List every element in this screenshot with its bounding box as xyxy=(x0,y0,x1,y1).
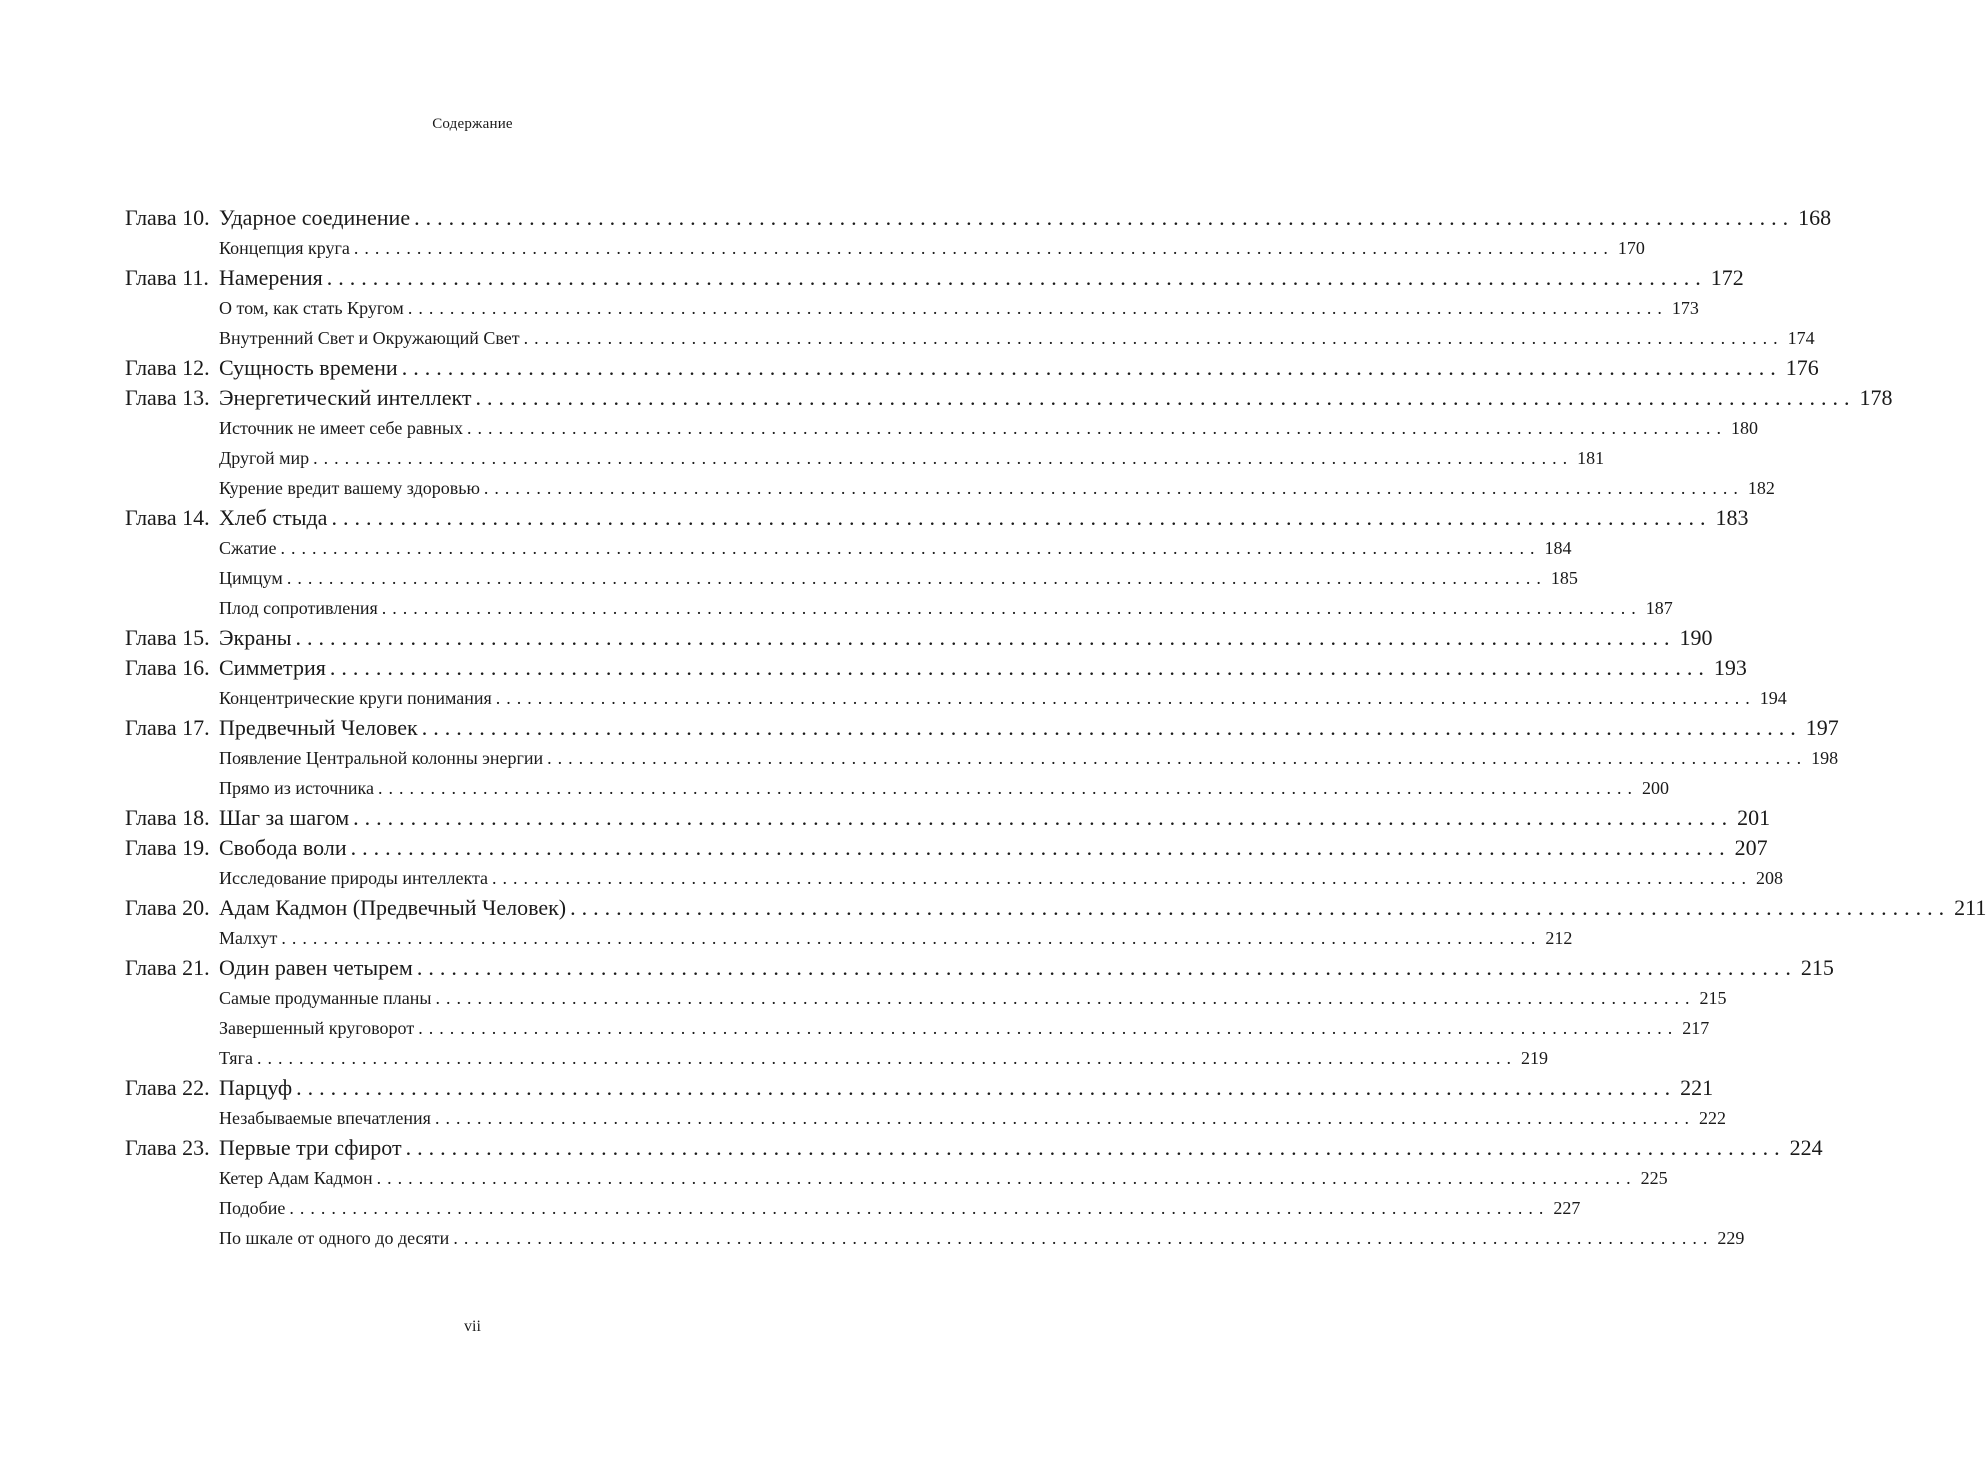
chapter-number: Глава 13. xyxy=(125,385,210,410)
dot-leader: ........................................................................................................................ xyxy=(281,928,1542,948)
chapter-title: Предвечный Человек xyxy=(219,715,418,740)
dot-leader: ........................................................................................................................ xyxy=(296,1075,1677,1100)
toc-section-entry[interactable] xyxy=(125,773,1669,803)
toc-section-entry[interactable] xyxy=(125,983,1727,1013)
dot-leader: ........................................................................................................................ xyxy=(405,1135,1786,1160)
table-of-contents xyxy=(125,203,1986,1253)
dot-leader: ........................................................................................................................ xyxy=(418,1018,1679,1038)
dot-leader: ........................................................................................................................ xyxy=(326,265,1707,290)
dot-leader: ........................................................................................................................ xyxy=(492,868,1753,888)
page-reference: 183 xyxy=(1715,505,1749,530)
section-title: Внутренний Свет и Окружающий Свет xyxy=(219,328,520,348)
section-title: Сжатие xyxy=(219,538,277,558)
toc-section-entry[interactable] xyxy=(125,233,1645,263)
section-title: Плод сопротивления xyxy=(219,598,378,618)
chapter-title: Один равен четырем xyxy=(219,955,413,980)
page-reference: 180 xyxy=(1731,418,1759,438)
chapter-title: Энергетический интеллект xyxy=(219,385,472,410)
page-reference: 207 xyxy=(1734,835,1768,860)
toc-chapter-entry[interactable] xyxy=(125,263,1744,293)
dot-leader: ........................................................................................................................ xyxy=(523,328,1784,348)
page-reference: 227 xyxy=(1553,1198,1581,1218)
page-reference: 212 xyxy=(1545,928,1573,948)
toc-section-entry[interactable] xyxy=(125,473,1775,503)
chapter-number: Глава 21. xyxy=(125,955,210,980)
chapter-title: Симметрия xyxy=(219,655,326,680)
toc-chapter-entry[interactable] xyxy=(125,353,1819,383)
dot-leader: ........................................................................................................................ xyxy=(416,955,1797,980)
section-title: Исследование природы интеллекта xyxy=(219,868,489,888)
page-reference: 219 xyxy=(1520,1048,1548,1068)
dot-leader: ........................................................................................................................ xyxy=(407,298,1668,318)
page-reference: 224 xyxy=(1789,1135,1823,1160)
chapter-title: Шаг за шагом xyxy=(219,805,350,830)
chapter-title: Первые три сфирот xyxy=(219,1135,402,1160)
chapter-number: Глава 14. xyxy=(125,505,210,530)
section-title: Прямо из источника xyxy=(219,778,374,798)
dot-leader: ........................................................................................................................ xyxy=(313,448,1574,468)
page-reference: 229 xyxy=(1717,1228,1745,1248)
page-reference: 198 xyxy=(1811,748,1839,768)
toc-chapter-entry[interactable] xyxy=(125,713,1839,743)
toc-chapter-entry[interactable] xyxy=(125,833,1768,863)
dot-leader: ........................................................................................................................ xyxy=(289,1198,1550,1218)
page-reference: 215 xyxy=(1699,988,1727,1008)
page-reference: 193 xyxy=(1713,655,1747,680)
section-title: Незабываемые впечатления xyxy=(219,1108,431,1128)
chapter-number: Глава 11. xyxy=(125,265,209,290)
section-title: Источник не имеет себе равных xyxy=(219,418,464,438)
toc-section-entry[interactable] xyxy=(125,1013,1710,1043)
dot-leader: ........................................................................................................................ xyxy=(570,895,1951,920)
page-reference: 178 xyxy=(1859,385,1893,410)
page-reference: 182 xyxy=(1747,478,1775,498)
toc-section-entry[interactable] xyxy=(125,413,1759,443)
page-reference: 184 xyxy=(1544,538,1572,558)
chapter-number: Глава 20. xyxy=(125,895,210,920)
toc-section-entry[interactable] xyxy=(125,533,1572,563)
toc-chapter-entry[interactable] xyxy=(125,893,1986,923)
chapter-number: Глава 12. xyxy=(125,355,210,380)
dot-leader: ........................................................................................................................ xyxy=(414,205,1795,230)
chapter-number: Глава 16. xyxy=(125,655,210,680)
section-title: Концентрические круги понимания xyxy=(219,688,492,708)
dot-leader: ........................................................................................................................ xyxy=(495,688,1756,708)
section-title: О том, как стать Кругом xyxy=(219,298,404,318)
page-reference: 187 xyxy=(1645,598,1673,618)
running-head: Содержание xyxy=(432,116,513,132)
chapter-title: Ударное соединение xyxy=(219,205,411,230)
section-title: Цимцум xyxy=(219,568,283,588)
dot-leader: ........................................................................................................................ xyxy=(280,538,1541,558)
page-reference: 221 xyxy=(1680,1075,1714,1100)
dot-leader: ........................................................................................................................ xyxy=(350,835,1731,860)
chapter-title: Адам Кадмон (Предвечный Человек) xyxy=(219,895,567,920)
toc-section-entry[interactable] xyxy=(125,1043,1548,1073)
chapter-number: Глава 22. xyxy=(125,1075,210,1100)
dot-leader: ........................................................................................................................ xyxy=(547,748,1808,768)
toc-section-entry[interactable] xyxy=(125,593,1673,623)
chapter-title: Намерения xyxy=(219,265,323,290)
chapter-number: Глава 17. xyxy=(125,715,210,740)
section-title: По шкале от одного до десяти xyxy=(219,1228,450,1248)
chapter-title: Экраны xyxy=(219,625,292,650)
section-title: Малхут xyxy=(219,928,278,948)
page-reference: 174 xyxy=(1787,328,1815,348)
chapter-number: Глава 15. xyxy=(125,625,210,650)
toc-section-entry[interactable] xyxy=(125,293,1699,323)
toc-section-entry[interactable] xyxy=(125,1103,1726,1133)
dot-leader: ........................................................................................................................ xyxy=(353,238,1614,258)
toc-section-entry[interactable] xyxy=(125,443,1605,473)
page-reference: 225 xyxy=(1640,1168,1668,1188)
page-reference: 194 xyxy=(1759,688,1787,708)
toc-section-entry[interactable] xyxy=(125,323,1815,353)
page-reference: 168 xyxy=(1798,205,1832,230)
chapter-title: Сущность времени xyxy=(219,355,398,380)
toc-chapter-entry[interactable] xyxy=(125,653,1747,683)
dot-leader: ........................................................................................................................ xyxy=(475,385,1856,410)
page-reference: 173 xyxy=(1671,298,1699,318)
chapter-number: Глава 23. xyxy=(125,1135,210,1160)
toc-chapter-entry[interactable] xyxy=(125,383,1893,413)
chapter-number: Глава 18. xyxy=(125,805,210,830)
toc-section-entry[interactable] xyxy=(125,563,1578,593)
page-reference: 181 xyxy=(1577,448,1605,468)
page-reference: 215 xyxy=(1800,955,1834,980)
toc-chapter-entry[interactable] xyxy=(125,1133,1823,1163)
dot-leader: ........................................................................................................................ xyxy=(483,478,1744,498)
chapter-number: Глава 19. xyxy=(125,835,210,860)
toc-chapter-entry[interactable] xyxy=(125,1073,1714,1103)
dot-leader: ........................................................................................................................ xyxy=(377,778,1638,798)
section-title: Курение вредит вашему здоровью xyxy=(219,478,480,498)
page-reference: 176 xyxy=(1785,355,1819,380)
section-title: Другой мир xyxy=(219,448,310,468)
page-reference: 172 xyxy=(1710,265,1744,290)
page-reference: 211 xyxy=(1954,895,1986,920)
page-reference: 201 xyxy=(1737,805,1771,830)
toc-chapter-entry[interactable] xyxy=(125,203,1832,233)
chapter-title: Свобода воли xyxy=(219,835,347,860)
chapter-number: Глава 10. xyxy=(125,205,210,230)
dot-leader: ........................................................................................................................ xyxy=(381,598,1642,618)
dot-leader: ........................................................................................................................ xyxy=(434,1108,1695,1128)
toc-section-entry[interactable] xyxy=(125,743,1839,773)
toc-section-entry[interactable] xyxy=(125,683,1787,713)
dot-leader: ........................................................................................................................ xyxy=(329,655,1710,680)
page-reference: 197 xyxy=(1805,715,1839,740)
section-title: Концепция круга xyxy=(219,238,350,258)
dot-leader: ........................................................................................................................ xyxy=(401,355,1782,380)
page-reference: 170 xyxy=(1617,238,1645,258)
toc-chapter-entry[interactable] xyxy=(125,623,1713,653)
toc-section-entry[interactable] xyxy=(125,1193,1581,1223)
toc-section-entry[interactable] xyxy=(125,1223,1745,1253)
page-reference: 190 xyxy=(1679,625,1713,650)
section-title: Подобие xyxy=(219,1198,286,1218)
dot-leader: ........................................................................................................................ xyxy=(467,418,1728,438)
dot-leader: ........................................................................................................................ xyxy=(453,1228,1714,1248)
dot-leader: ........................................................................................................................ xyxy=(376,1168,1637,1188)
dot-leader: ........................................................................................................................ xyxy=(421,715,1802,740)
dot-leader: ........................................................................................................................ xyxy=(295,625,1676,650)
toc-chapter-entry[interactable] xyxy=(125,503,1749,533)
page-reference: 217 xyxy=(1682,1018,1710,1038)
dot-leader: ........................................................................................................................ xyxy=(435,988,1696,1008)
section-title: Самые продуманные планы xyxy=(219,988,432,1008)
toc-section-entry[interactable] xyxy=(125,1163,1668,1193)
chapter-title: Хлеб стыда xyxy=(219,505,328,530)
page-number: vii xyxy=(464,1318,481,1335)
page-reference: 200 xyxy=(1641,778,1669,798)
toc-chapter-entry[interactable] xyxy=(125,803,1771,833)
dot-leader: ........................................................................................................................ xyxy=(353,805,1734,830)
chapter-title: Парцуф xyxy=(219,1075,293,1100)
toc-section-entry[interactable] xyxy=(125,863,1784,893)
section-title: Завершенный круговорот xyxy=(219,1018,415,1038)
section-title: Кетер Адам Кадмон xyxy=(219,1168,373,1188)
page-reference: 208 xyxy=(1756,868,1784,888)
dot-leader: ........................................................................................................................ xyxy=(286,568,1547,588)
dot-leader: ........................................................................................................................ xyxy=(331,505,1712,530)
page-reference: 185 xyxy=(1550,568,1578,588)
section-title: Тяга xyxy=(219,1048,253,1068)
page-reference: 222 xyxy=(1698,1108,1726,1128)
toc-section-entry[interactable] xyxy=(125,923,1573,953)
dot-leader: ........................................................................................................................ xyxy=(256,1048,1517,1068)
section-title: Появление Центральной колонны энергии xyxy=(219,748,544,768)
toc-chapter-entry[interactable] xyxy=(125,953,1834,983)
